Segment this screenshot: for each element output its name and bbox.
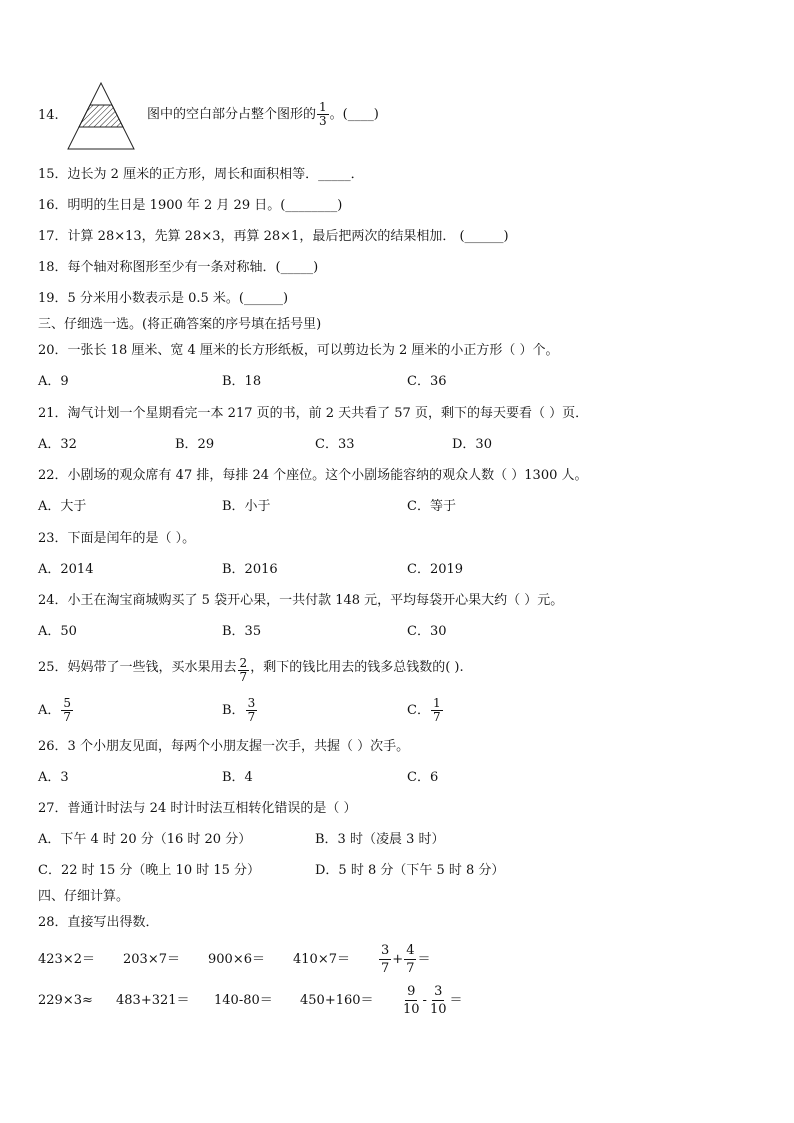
option-b: B．4	[222, 770, 253, 785]
question-15: 15．边长为 2 厘米的正方形，周长和面积相等．_____．	[38, 167, 364, 182]
question-23: 23．下面是闰年的是（ ）。	[38, 531, 196, 546]
question-18: 18．每个轴对称图形至少有一条对称轴．(_____)	[38, 260, 319, 275]
fraction: $\frac{3}{7}$	[381, 943, 390, 976]
question-25: 25．妈妈带了一些钱，买水果用去 $\frac{2}{7}$ ，剩下的钱比用去的钱多总钱数的( ).	[38, 656, 464, 684]
section-4-heading: 四、仔细计算。	[38, 889, 130, 904]
fraction: $\frac{4}{7}$	[406, 943, 415, 976]
question-17: 17．计算 28×13，先算 28×3，再算 28×1，最后把两次的结果相加． (______)	[38, 229, 509, 244]
option-a: A．9	[38, 374, 69, 389]
fraction: $\frac{2}{7}$	[239, 656, 248, 684]
calc-item: 410×7＝	[293, 952, 350, 967]
section-3-heading: 三、仔细选一选。(将正确答案的序号填在括号里)	[38, 317, 322, 332]
option-b: B．2016	[222, 562, 278, 577]
question-21: 21．淘气计划一个星期看完一本 217 页的书，前 2 天共看了 57 页，剩下的每天要看（ ）页．	[38, 406, 589, 421]
question-16: 16．明明的生日是 1900 年 2 月 29 日。(________)	[38, 198, 343, 213]
option-b: B．29	[175, 437, 215, 452]
question-28: 28．直接写出得数．	[38, 915, 159, 930]
triangle-figure	[66, 81, 136, 151]
option-c: C． $\frac{1}{7}$	[407, 696, 441, 724]
option-c: C．22 时 15 分（晚上 10 时 15 分）	[38, 863, 261, 878]
question-24: 24．小王在淘宝商城购买了 5 袋开心果，一共付款 148 元，平均每袋开心果大约（ ）元。	[38, 593, 564, 608]
option-b: B．35	[222, 624, 262, 639]
option-a: A．下午 4 时 20 分（16 时 20 分）	[38, 832, 252, 847]
option-a: A． $\frac{5}{7}$	[38, 696, 72, 724]
calc-item: 483+321＝	[116, 993, 190, 1008]
fraction: $\frac{3}{7}$	[247, 696, 256, 724]
calc-fraction-item: $\frac{9}{10}$ - $\frac{3}{10}$ ＝	[403, 984, 463, 1017]
option-a: A．3	[38, 770, 69, 785]
calc-item: 423×2＝	[38, 952, 95, 967]
option-c: C．等于	[407, 499, 456, 514]
fraction: $\frac{9}{10}$	[403, 984, 420, 1017]
question-22: 22．小剧场的观众席有 47 排，每排 24 个座位。这个小剧场能容纳的观众人数（ ）1300 人。	[38, 468, 588, 483]
calc-fraction-item: $\frac{3}{7}$ + $\frac{4}{7}$ ＝	[381, 943, 431, 976]
question-19: 19．5 分米用小数表示是 0.5 米。(______)	[38, 291, 289, 306]
fraction: $\frac{1}{7}$	[432, 696, 441, 724]
option-c: C．36	[407, 374, 447, 389]
question-20: 20．一张长 18 厘米、宽 4 厘米的长方形纸板，可以剪边长为 2 厘米的小正方形（ ）个。	[38, 343, 559, 358]
option-a: A．2014	[38, 562, 94, 577]
question-26: 26．3 个小朋友见面，每两个小朋友握一次手，共握（ ）次手。	[38, 739, 410, 754]
option-d: D．30	[452, 437, 492, 452]
option-c: C．33	[315, 437, 355, 452]
q14-number: 14.	[38, 108, 59, 123]
calc-item: 140-80＝	[214, 993, 273, 1008]
option-b: B．3 时（凌晨 3 时）	[315, 832, 445, 847]
option-d: D．5 时 8 分（下午 5 时 8 分）	[315, 863, 505, 878]
question-14: 图中的空白部分占整个图形的 $\frac{1}{3}$ 。(____)	[147, 100, 379, 128]
option-c: C．2019	[407, 562, 464, 577]
option-b: B．小于	[222, 499, 271, 514]
calc-item: 900×6＝	[208, 952, 265, 967]
option-a: A．大于	[38, 499, 87, 514]
fraction: $\frac{1}{3}$	[319, 100, 327, 128]
option-a: A．32	[38, 437, 77, 452]
question-27: 27．普通计时法与 24 时计时法互相转化错误的是（ ）	[38, 801, 357, 816]
option-c: C．6	[407, 770, 439, 785]
calc-item: 203×7＝	[123, 952, 180, 967]
option-c: C．30	[407, 624, 447, 639]
calc-item: 229×3≈	[38, 993, 93, 1008]
option-a: A．50	[38, 624, 77, 639]
option-b: B．18	[222, 374, 262, 389]
fraction: $\frac{3}{10}$	[429, 984, 447, 1017]
calc-item: 450+160＝	[300, 993, 374, 1008]
fraction: $\frac{5}{7}$	[63, 696, 72, 724]
option-b: B． $\frac{3}{7}$	[222, 696, 256, 724]
